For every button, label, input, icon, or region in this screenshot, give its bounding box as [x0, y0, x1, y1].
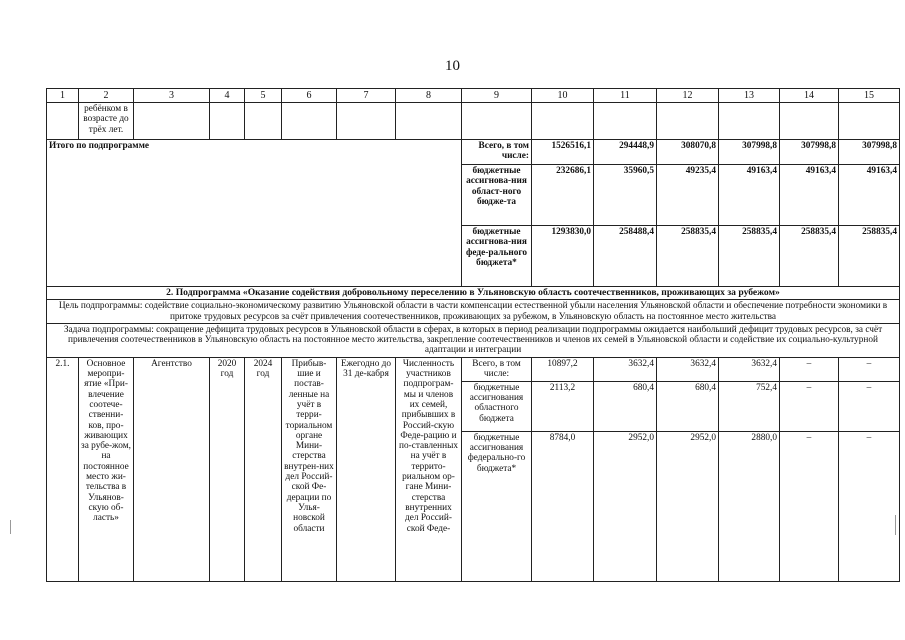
goal-row — [47, 300, 900, 324]
item-start-year: 2020 год — [210, 357, 245, 581]
itogo-row-label: бюджетные ассигнова-ния феде-рального бюджета* — [462, 226, 532, 287]
item-value: 680,4 — [594, 381, 657, 431]
item-value: 752,4 — [719, 381, 780, 431]
col-header-3: 3 — [134, 89, 210, 103]
continued-row — [47, 103, 900, 140]
itogo-value: 307998,8 — [839, 140, 900, 165]
itogo-row-total — [47, 140, 900, 165]
itogo-value: 1526516,1 — [532, 140, 594, 165]
task-row — [47, 323, 900, 357]
item-value: 680,4 — [657, 381, 719, 431]
col-header-10: 10 — [532, 89, 594, 103]
itogo-row-label: Всего, в том числе: — [462, 140, 532, 165]
itogo-value: 258835,4 — [657, 226, 719, 287]
subprogram-task: Задача подпрограммы: сокращение дефицита трудовых ресурсов в Ульяновской области в сферах, в которых в период реализации подпрограммы ожидается наибольший дефицит трудовых ресурсов, за счёт привлечения соотечественников в Ульяновскую область на постоянное место жительства, закрепление соотечественников и членов их семей в Ульяновской области и содействие их социально-культурной адаптации и интеграции — [47, 323, 900, 357]
col-header-13: 13 — [719, 89, 780, 103]
subprogram-goal: Цель подпрограммы: содействие социально-экономическому развитию Ульяновской области в части компенсации естественной убыли населения Ульяновской области и обеспечение потребности экономики в притоке трудовых ресурсов за счёт привлечения соотечественников, проживающих за рубежом, в Ульяновскую область на постоянное место жительства — [47, 300, 900, 324]
itogo-value: 49163,4 — [780, 165, 839, 226]
item-name: Основное меропри-ятие «При-влечение соотече-ственни-ков, про-живающих за рубе-жом, на постоянное место жи-тельства в Ульянов-скую об-ласть» — [79, 357, 134, 581]
col-header-14: 14 — [780, 89, 839, 103]
item-value: 3632,4 — [719, 357, 780, 381]
item-value: 2952,0 — [594, 431, 657, 581]
item-number: 2.1. — [47, 357, 79, 581]
item-target: Численность участников подпрограм-мы и членов их семей, прибывших в Россий-скую Феде-рацию и по-ставленных на учёт в террито-риальном ор-гане Мини-стерства внутренних дел Россий-ской Феде- — [396, 357, 462, 581]
continued-text: ребёнком в возрасте до трёх лет. — [79, 103, 134, 140]
col-header-1: 1 — [47, 89, 79, 103]
itogo-value: 258835,4 — [780, 226, 839, 287]
itogo-value: 49235,4 — [657, 165, 719, 226]
col-header-5: 5 — [245, 89, 282, 103]
item-value: 2113,2 — [532, 381, 594, 431]
itogo-label: Итого по подпрограмме — [47, 140, 462, 287]
col-header-8: 8 — [396, 89, 462, 103]
item-row-label: бюджетные ассигнования федерально-го бюджета* — [462, 431, 532, 581]
item-row-label: Всего, в том числе: — [462, 357, 532, 381]
itogo-value: 308070,8 — [657, 140, 719, 165]
itogo-value: 258488,4 — [594, 226, 657, 287]
section-title: 2. Подпрограмма «Оказание содействия добровольному переселению в Ульяновскую область соотечественников, проживающих за рубежом» — [47, 287, 900, 300]
itogo-value: 232686,1 — [532, 165, 594, 226]
column-number-row — [47, 89, 900, 103]
item-value: – — [839, 431, 900, 581]
item-value: – — [839, 381, 900, 431]
item-indicator: Прибыв-шие и постав-ленные на учёт в терри-ториальном органе Мини-стерства внутрен-них дел Россий-ской Фе-дерации по Улья-новской области — [282, 357, 337, 581]
page-number: 10 — [445, 58, 460, 74]
itogo-value: 294448,9 — [594, 140, 657, 165]
item-value: 2880,0 — [719, 431, 780, 581]
itogo-value: 35960,5 — [594, 165, 657, 226]
col-header-11: 11 — [594, 89, 657, 103]
itogo-value: 307998,8 — [780, 140, 839, 165]
item-value: 3632,4 — [594, 357, 657, 381]
col-header-2: 2 — [79, 89, 134, 103]
program-table — [46, 88, 900, 582]
item-value: 8784,0 — [532, 431, 594, 581]
col-header-12: 12 — [657, 89, 719, 103]
itogo-value: 49163,4 — [719, 165, 780, 226]
col-header-4: 4 — [210, 89, 245, 103]
itogo-row-label: бюджетные ассигнова-ния област-ного бюдже-та — [462, 165, 532, 226]
col-header-7: 7 — [337, 89, 396, 103]
scan-mark — [895, 515, 896, 535]
item-value: 3632,4 — [657, 357, 719, 381]
item-deadline: Ежегодно до 31 де-кабря — [337, 357, 396, 581]
item-end-year: 2024 год — [245, 357, 282, 581]
section-title-row — [47, 287, 900, 300]
itogo-value: 49163,4 — [839, 165, 900, 226]
scan-mark — [10, 520, 11, 534]
itogo-value: 258835,4 — [839, 226, 900, 287]
item-row-label: бюджетные ассигнования областного бюджета — [462, 381, 532, 431]
item-value: 10897,2 — [532, 357, 594, 381]
col-header-15: 15 — [839, 89, 900, 103]
item-row-total — [47, 357, 900, 381]
item-value: – — [780, 431, 839, 581]
itogo-value: 1293830,0 — [532, 226, 594, 287]
itogo-value: 307998,8 — [719, 140, 780, 165]
item-value: 2952,0 — [657, 431, 719, 581]
col-header-9: 9 — [462, 89, 532, 103]
item-executor: Агентство — [134, 357, 210, 581]
item-value: – — [780, 381, 839, 431]
col-header-6: 6 — [282, 89, 337, 103]
item-value: – — [780, 357, 839, 381]
itogo-value: 258835,4 — [719, 226, 780, 287]
item-value: – — [839, 357, 900, 381]
